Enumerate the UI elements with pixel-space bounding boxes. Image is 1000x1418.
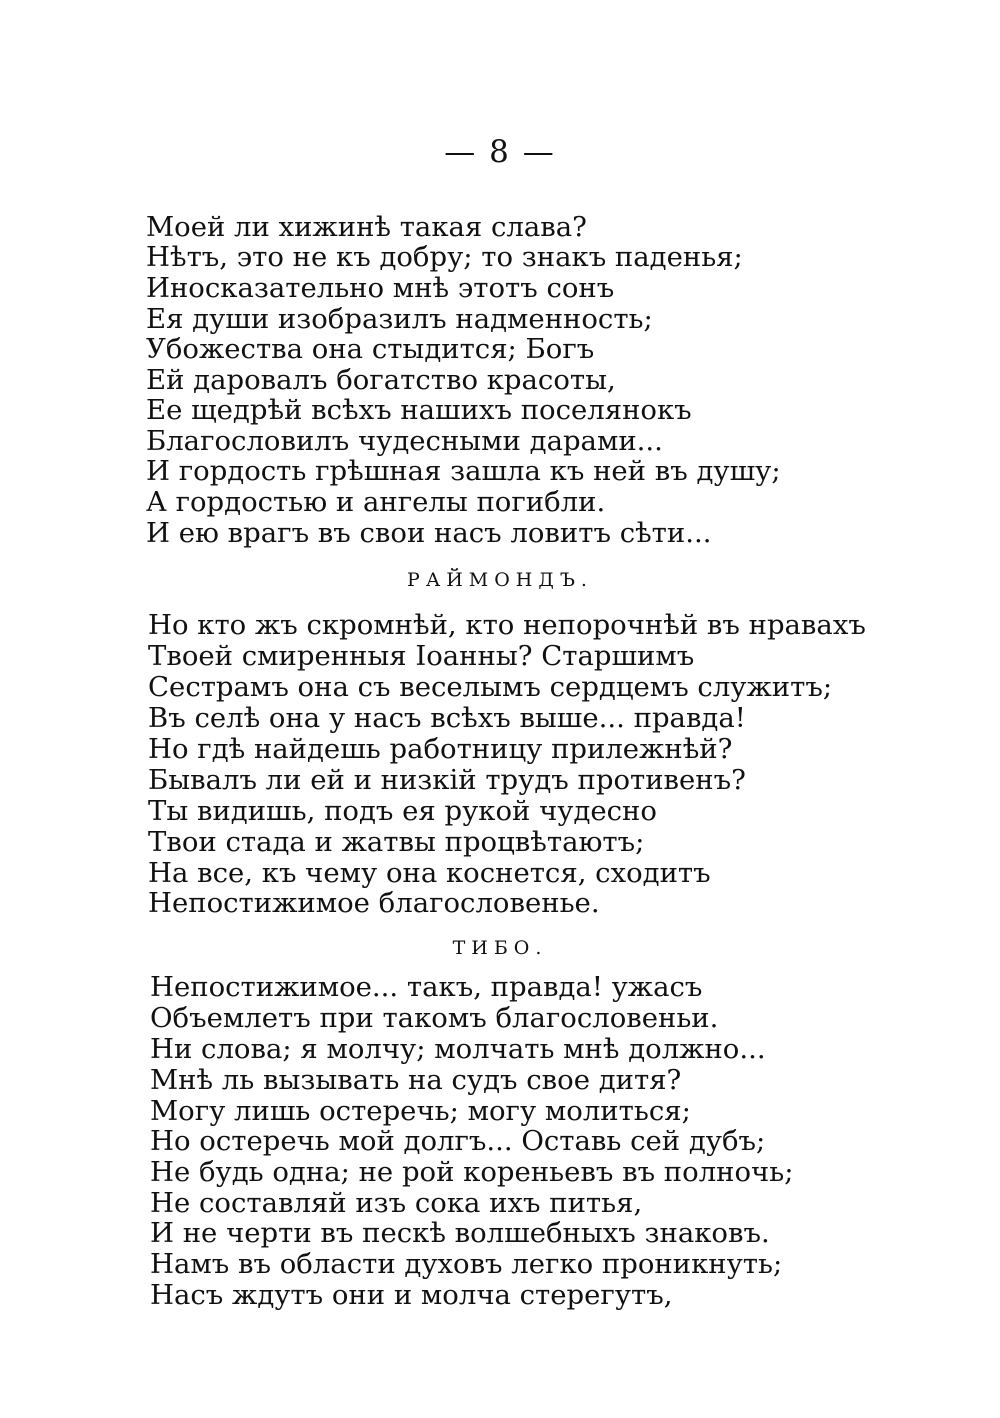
verse-line: И гордость грѣшная зашла къ ней въ душу; [146,455,781,487]
verse-line: Насъ ждутъ они и молча стерегутъ, [150,1279,673,1311]
verse-line: Могу лишь остеречь; могу молиться; [150,1095,691,1127]
verse-line: Но остеречь мой долгъ... Оставь сей дубъ; [150,1125,766,1157]
verse-line: На все, къ чему она коснется, сходитъ [148,857,711,889]
verse-line: Благословилъ чудесными дарами... [146,425,663,457]
verse-line: Твоей смиренныя Іоанны? Старшимъ [148,640,695,672]
page-number: — 8 — [444,134,556,170]
verse-line: И ею врагъ въ свои насъ ловитъ сѣти... [146,517,712,549]
verse-line: Но кто жъ скромнѣй, кто непорочнѣй въ нравахъ [148,609,866,641]
verse-line: Ея души изобразилъ надменность; [146,303,653,335]
verse-line: Убожества она стыдится; Богъ [146,333,595,365]
verse-line: Непостижимое... такъ, правда! ужасъ [150,971,703,1003]
verse-line: Нѣтъ, это не къ добру; то знакъ паденья; [146,241,743,273]
verse-line: Намъ въ области духовъ легко проникнуть; [150,1248,783,1280]
verse-line: А гордостью и ангелы погибли. [146,486,606,518]
verse-line: Твои стада и жатвы процвѣтаютъ; [148,826,645,858]
speaker-name: ТИБО. [452,937,548,959]
verse-line: Ни слова; я молчу; молчать мнѣ должно... [150,1033,766,1065]
verse-line: Не будь одна; не рой кореньевъ въ полночь; [150,1156,794,1188]
verse-line: Моей ли хижинѣ такая слава? [146,211,587,243]
verse-line: Не составляй изъ сока ихъ питья, [150,1187,643,1219]
verse-line: Бывалъ ли ей и низкій трудъ противенъ? [148,764,746,796]
verse-line: Сестрамъ она съ веселымъ сердцемъ служитъ; [148,671,833,703]
speaker-name: РАЙМОНДЪ. [407,569,593,591]
verse-line: Ее щедрѣй всѣхъ нашихъ поселянокъ [146,394,692,426]
verse-line: Ты видишь, подъ ея рукой чудесно [148,795,657,827]
verse-line: Но гдѣ найдешь работницу прилежнѣй? [148,733,733,765]
verse-line: И не черти въ пескѣ волшебныхъ знаковъ. [150,1217,770,1249]
verse-line: Мнѣ ль вызывать на судъ свое дитя? [150,1064,682,1096]
verse-line: Объемлетъ при такомъ благословеньи. [150,1002,719,1034]
verse-line: Въ селѣ она у насъ всѣхъ выше... правда! [148,702,746,734]
verse-line: Иносказательно мнѣ этотъ сонъ [146,272,615,304]
verse-line: Ей даровалъ богатство красоты, [146,364,616,396]
verse-line: Непостижимое благословенье. [148,887,600,919]
